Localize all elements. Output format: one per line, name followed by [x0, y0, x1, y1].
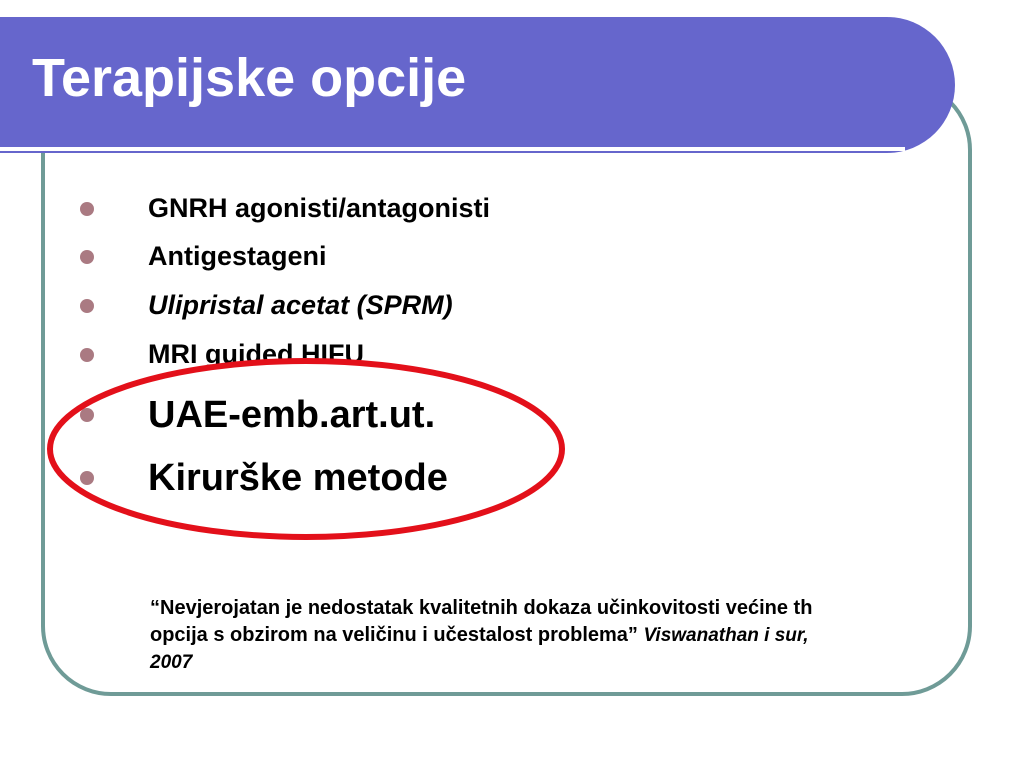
quote-citation: Viswanathan i sur, 2007 — [150, 625, 809, 673]
quote-text: “Nevjerojatan je nedostatak kvalitetnih dokaza učinkovitosti većine th opcija s obzirom na veličinu i učestalost problema” — [150, 597, 813, 646]
title-underline — [0, 147, 905, 151]
slide-title: Terapijske opcije — [32, 48, 467, 108]
quote-block — [150, 595, 830, 676]
bullet-dot — [80, 299, 94, 313]
bullet-dot — [80, 408, 94, 422]
bullet-dot — [80, 348, 94, 362]
bullet-text: UAE-emb.art.ut. — [148, 394, 436, 436]
bullet-text: Kirurške metode — [148, 457, 448, 499]
bullet-dot — [80, 471, 94, 485]
bullet-text: GNRH agonisti/antagonisti — [148, 193, 491, 223]
bullet-text: MRI guided HIFU — [148, 339, 364, 369]
bullet-dot — [80, 202, 94, 216]
bullet-text: Antigestageni — [148, 241, 327, 271]
bullet-text: Ulipristal acetat (SPRM) — [148, 290, 453, 320]
bullet-dot — [80, 250, 94, 264]
